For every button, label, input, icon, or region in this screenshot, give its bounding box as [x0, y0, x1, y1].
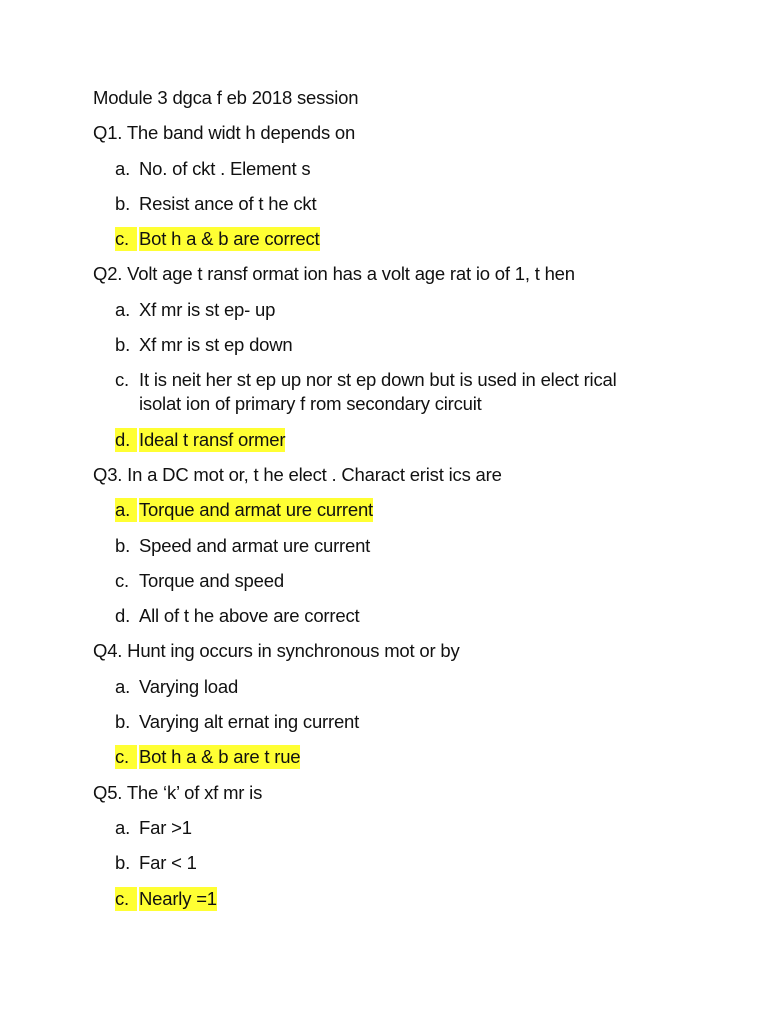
q5-option-c-correct — [93, 887, 693, 911]
question-5: Q5. The ‘k’ of xf mr is — [93, 781, 263, 803]
option-letter: b. — [115, 711, 131, 733]
option-text-highlighted: Nearly =1 — [139, 887, 217, 909]
option-letter: a. — [115, 498, 137, 522]
option-letter: d. — [115, 605, 131, 627]
q3-option-d — [93, 604, 693, 628]
q3-option-c — [93, 569, 693, 593]
question-3: Q3. In a DC mot or, t he elect . Charact erist ics are — [93, 463, 502, 485]
option-text: Far < 1 — [139, 852, 197, 874]
q5-option-b — [93, 851, 693, 875]
document-title: Module 3 dgca f eb 2018 session — [93, 87, 359, 108]
option-text: Torque and speed — [139, 569, 284, 591]
option-letter: b. — [115, 192, 131, 214]
q2-option-d-correct — [93, 428, 693, 452]
q4-option-b — [93, 710, 693, 734]
option-letter: c. — [115, 569, 129, 591]
q1-option-b — [93, 192, 693, 216]
option-letter: c. — [115, 887, 137, 911]
option-text: Xf mr is st ep- up — [139, 298, 276, 320]
option-text: Varying alt ernat ing current — [139, 711, 360, 733]
option-text: Xf mr is st ep down — [139, 334, 293, 356]
option-text: Speed and armat ure current — [139, 534, 371, 556]
option-letter: c. — [115, 369, 129, 391]
option-text-highlighted: Bot h a & b are t rue — [139, 746, 301, 768]
option-letter: c. — [115, 227, 137, 251]
option-letter: a. — [115, 816, 131, 838]
option-letter: a. — [115, 157, 131, 179]
q2-option-a — [93, 298, 693, 322]
q3-option-a-correct — [93, 498, 693, 522]
option-letter: c. — [115, 745, 137, 769]
option-text-highlighted: Bot h a & b are correct — [139, 228, 320, 250]
option-letter: b. — [115, 534, 131, 556]
q1-option-c-correct — [93, 227, 693, 251]
q1-option-a — [93, 157, 693, 181]
q2-option-b — [93, 333, 693, 357]
option-letter: b. — [115, 852, 131, 874]
question-2: Q2. Volt age t ransf ormat ion has a volt age rat io of 1, t hen — [93, 263, 575, 285]
q2-option-c — [93, 368, 693, 416]
option-letter: d. — [115, 428, 137, 452]
q4-option-c-correct — [93, 745, 693, 769]
option-text-highlighted: Torque and armat ure current — [139, 499, 373, 521]
option-letter: a. — [115, 298, 131, 320]
question-1: Q1. The band widt h depends on — [93, 122, 356, 144]
option-letter: b. — [115, 334, 131, 356]
option-text: Varying load — [139, 675, 239, 697]
q5-option-a — [93, 816, 693, 840]
q3-option-b — [93, 534, 693, 558]
option-text: Resist ance of t he ckt — [139, 192, 317, 214]
option-letter: a. — [115, 675, 131, 697]
q4-option-a — [93, 675, 693, 699]
option-text: All of t he above are correct — [139, 605, 360, 627]
option-text: No. of ckt . Element s — [139, 157, 311, 179]
option-text-highlighted: Ideal t ransf ormer — [139, 428, 286, 450]
question-4: Q4. Hunt ing occurs in synchronous mot or by — [93, 640, 460, 662]
option-text: Far >1 — [139, 816, 192, 838]
document-page — [93, 86, 693, 922]
option-text: It is neit her st ep up nor st ep down but is used in elect rical isolat ion of primary f rom secondary circuit — [139, 369, 617, 415]
